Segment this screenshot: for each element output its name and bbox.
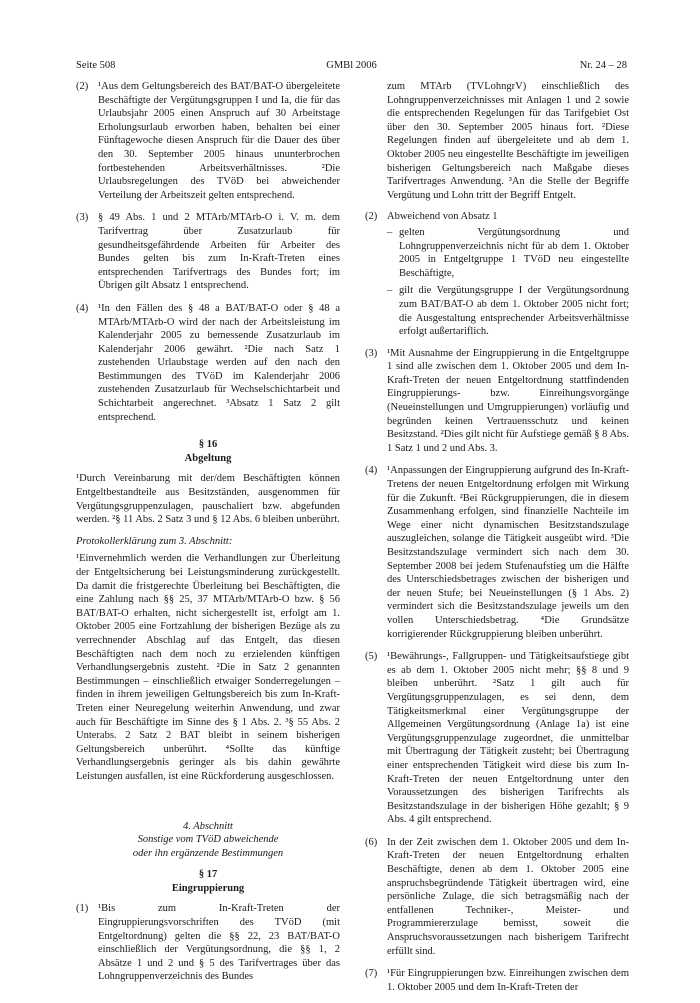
page-number: Seite 508: [76, 60, 116, 71]
paragraph-text: In der Zeit zwischen dem 1. Oktober 2005 und dem In-Kraft-Treten der neuen Entgeltordnung erhalten Beschäftigte, denen ab dem 1. Oktober 2005 eine anspruchsbegründende Tätigkeit übertragen wird, eine persönliche Zulage, die sich betragsmäßig nach der entfallenen Techniker-, Meister- und Programmiererzulage bemisst, soweit die Anspruchsvoraussetzungen nach bisherigem Tarifrecht erfüllt sind.: [387, 836, 629, 957]
paragraph-text: ¹Bewährungs-, Fallgruppen- und Tätigkeitsaufstiege gibt es ab dem 1. Oktober 2005 nicht mehr; §§ 8 und 9 bleiben unberührt. ²Satz 1 gilt auch für Vergütungsgruppenzulagen, es sei denn, dem Tätigkeitsmerkmal einer Vergütungsgruppe der Allgemeinen Vergütungsordnung (Anlage 1a) ist eine Vergütungsgruppenzulage zugeordnet, die unmittelbar mit Übertragung der Tätigkeit zusteht; bei Übertragung einer entsprechenden Tätigkeit wird diese bis zum In-Kraft-Treten der neuen Entgeltordnung unter den Voraussetzungen des bisherigen Tarifrechts als Besitzstandszulage in der bisherigen Höhe gezahlt; § 9 Abs. 4 gilt entsprechend.: [387, 651, 629, 826]
left-column: [76, 80, 340, 993]
right-column: [365, 80, 629, 1003]
paragraph-17-7: [365, 967, 629, 994]
paragraph-number: (3): [365, 347, 378, 359]
dash-list: [365, 226, 629, 339]
paragraph-17-2: [365, 210, 629, 224]
paragraph-15-4: [76, 302, 340, 424]
list-item: [387, 226, 629, 280]
paragraph-number: (5): [365, 651, 378, 663]
paragraph-number: (4): [76, 302, 89, 314]
paragraph-text: ¹Aus dem Geltungsbereich des BAT/BAT-O übergeleitete Beschäftigte der Vergütungsgruppen I und Ia, die für das Urlaubsjahr 2005 einen Anspruch auf 30 Arbeitstage Erholungsurlaub erworben haben, behalten bei einer Fünftagewoche diesen Anspruch für die Dauer des über den 30. September 2005 hinaus ununterbrochen fortbestehenden Arbeitsverhältnisses. ²Die Urlaubsregelungen des TVöD bei abweichender Verteilung der Arbeitszeit gelten entsprechend.: [98, 81, 340, 201]
paragraph-17-4: [365, 464, 629, 641]
paragraph-17-5: [365, 650, 629, 827]
chapter-4-number: 4. Abschnitt: [183, 820, 233, 832]
section-17-number: § 17: [198, 869, 218, 881]
protocol-text: ¹Einvernehmlich werden die Verhandlungen zur Überleitung der Entgeltsicherung bei Leistungsminderung zurückgestellt. Da damit die fristgerechte Überleitung bei Beschäftigten, die eine Zahlung nach §§ 25, 37 MTArb/MTArb-O bzw. § 56 BAT/BAT-O erhalten, nicht sichergestellt ist, erfolgt am 1. Oktober 2005 eine Fortzahlung der bisherigen Bezüge als zu verrechnender Abschlag auf das Entgelt, das diesen Beschäftigten nach dem noch zu erzielenden künftigen Verhandlungsergebnis zusteht. ²Die in Satz 2 genannten Bestimmungen – einschließlich etwaiger Sonderregelungen – finden in ihrem jeweiligen Geltungsbereich bis zum In-Kraft-Treten einer Neuregelung weiterhin Anwendung, und zwar auch für Beschäftigte im Sinne des § 1 Abs. 2. ³§ 55 Abs. 2 Unterabs. 2 Satz 2 BAT bleibt in seinem bisherigen Geltungsbereich unberührt. ⁴Sollte das künftige Verhandlungsergebnis geringer als bis dahin gewährte Leistungen ausfallen, ist eine Rückforderung ausgeschlossen.: [76, 553, 340, 782]
paragraph-text: § 49 Abs. 1 und 2 MTArb/MTArb-O i. V. m. dem Tarifvertrag über Zusatzurlaub für gesundheitsgefährdende Arbeiten für Arbeiter des Bundes gelten bis zum In-Kraft-Treten eines entsprechenden Tarifvertrags des Bundes fort; im Übrigen gilt Absatz 1 entsprechend.: [98, 212, 340, 292]
paragraph-17-1-continued: zum MTArb (TVLohngrV) einschließlich des Lohngruppenverzeichnisses mit Anlagen 1 und 2 sowie die entsprechenden Regelungen für das Tarifgebiet Ost über den 30. September 2005 hinaus fort. ²Diese Regelungen finden auf übergeleitete und ab dem 1. Oktober 2005 neu eingestellte Beschäftigte im jeweiligen bisherigen Geltungsbereich nach Maßgabe dieses Tarifvertrages Anwendung. ³An die Stelle der Begriffe Vergütung und Lohn tritt der Begriff Entgelt.: [387, 81, 629, 201]
page-header: [76, 58, 627, 74]
paragraph-number: (4): [365, 465, 378, 477]
dash-bullet: –: [387, 226, 393, 238]
paragraph-number: (7): [365, 968, 378, 980]
paragraph-number: (3): [76, 212, 89, 224]
list-item-text: gelten Vergütungsordnung und Lohngruppenverzeichnis nicht für ab dem 1. Oktober 2005 in Entgeltgruppe 1 TVöD neu eingestellte Beschäftigte,: [399, 226, 629, 279]
paragraph-text: ¹Bis zum In-Kraft-Treten der Eingruppierungsvorschriften des TVöD (mit Entgeltordnung) gelten die §§ 22, 23 BAT/BAT-O einschließlich der Vergütungsordnung, die §§ 1, 2 Absätze 1 und 2 und § 5 des Tarifvertrages über das Lohngruppenverzeichnis des Bundes: [98, 903, 340, 983]
paragraph-number: (1): [76, 903, 89, 915]
paragraph-text: ¹Für Eingruppierungen bzw. Einreihungen zwischen dem 1. Oktober 2005 und dem In-Kraft-Treten der: [387, 968, 629, 993]
paragraph-17-1: [76, 902, 340, 984]
paragraph-number: (2): [76, 81, 89, 92]
paragraph-text: Abweichend von Absatz 1: [387, 211, 498, 223]
chapter-4-title-line1: Sonstige vom TVöD abweichende: [137, 834, 279, 846]
paragraph-15-3: [76, 211, 340, 293]
paragraph-17-6: [365, 836, 629, 958]
paragraph-text: ¹Anpassungen der Eingruppierung aufgrund des In-Kraft-Tretens der neuen Entgeltordnung erfolgen mit Wirkung für die Zukunft. ²Bei Rückgruppierungen, die in diesem Zusammenhang erfolgen, sind finanzielle Nachteile im Wege einer nicht dynamischen Besitzstandszulage auszugleichen, solange die Tätigkeit ausgeübt wird. ³Die Besitzstandszulage vermindert sich nach dem 30. September 2008 bei jedem Stufenaufstieg um die Hälfte des Unterschiedsbetrages zwischen der bisherigen und der neuen Stufe; bei Neueinstellungen (§ 1 Abs. 2) vermindert sich die Besitzstandszulage jeweils um den vollen Unterschiedsbetrag. ⁴Die Grundsätze korrigierender Rückgruppierung bleiben unberührt.: [387, 465, 629, 640]
list-item: [387, 284, 629, 338]
section-16-text: ¹Durch Vereinbarung mit der/dem Beschäftigten können Entgeltbestandteile aus Besitzständen, ausgenommen für Vergütungsgruppenzulagen, pauschaliert bzw. abgefunden werden. ²§ 11 Abs. 2 Satz 3 und § 12 Abs. 6 bleiben unberührt.: [76, 473, 340, 526]
issue-number: Nr. 24 – 28: [579, 60, 627, 71]
paragraph-17-3: [365, 347, 629, 456]
paragraph-text: ¹In den Fällen des § 48 a BAT/BAT-O oder § 48 a MTArb/MTArb-O wird der nach der Arbeitsleistung im Kalenderjahr 2005 zu bemessende Zusatzurlaub im Kalenderjahr 2006 gewährt. ²Die nach Satz 1 zustehenden Urlaubstage werden auf den nach den Bestimmungen des TVöD im Kalenderjahr 2006 zustehenden Zusatzurlaub für Wechselschichtarbeit und Schichtarbeit angerechnet. ³Absatz 1 Satz 2 gilt entsprechend.: [98, 302, 340, 423]
list-item-text: gilt die Vergütungsgruppe I der Vergütungsordnung zum BAT/BAT-O ab dem 1. Oktober 2005 nicht fort; die Ausgestaltung entsprechender Arbeitsverhältnisse erfolgt außertariflich.: [399, 285, 629, 338]
section-17-title: Eingruppierung: [171, 882, 245, 894]
paragraph-number: (2): [365, 211, 378, 223]
chapter-4-heading: [76, 820, 340, 861]
paragraph-15-2: [76, 80, 340, 202]
chapter-4-title-line2: oder ihn ergänzende Bestimmungen: [132, 847, 284, 859]
dash-bullet: –: [387, 285, 393, 297]
section-16-number: § 16: [198, 439, 218, 451]
journal-name: GMBl 2006: [326, 60, 377, 71]
paragraph-number: (6): [365, 836, 378, 848]
protocol-heading: Protokollerklärung zum 3. Abschnitt:: [76, 535, 233, 547]
section-16-title: Abgeltung: [184, 452, 232, 464]
paragraph-text: ¹Mit Ausnahme der Eingruppierung in die Entgeltgruppe 1 sind alle zwischen dem 1. Oktober 2005 und dem In-Kraft-Treten der neuen Entgeltordnung stattfindenden Eingruppierungs- bzw. Einreihungsvorgänge (Neueinstellungen und Umgruppierungen) vorläufig und begründen keinen Vertrauensschutz und keinen Besitzstand. ²Dies gilt nicht für Aufstiege gemäß § 8 Abs. 1 Satz 1 und 2 und Abs. 3.: [387, 347, 629, 454]
